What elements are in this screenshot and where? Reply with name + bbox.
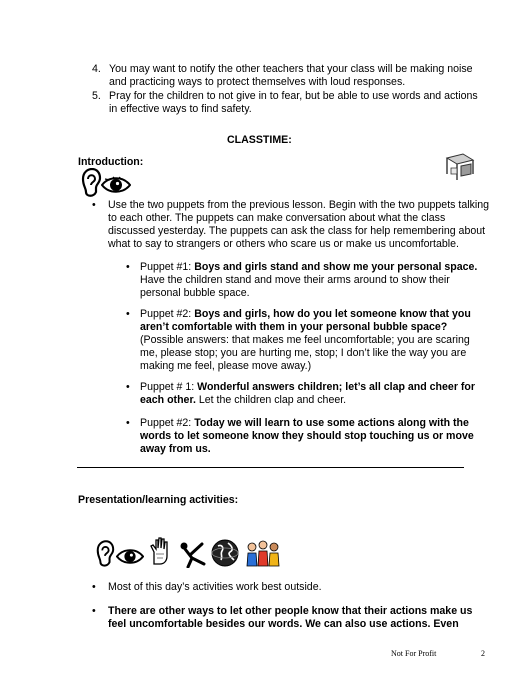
puppet-item: • Puppet # 1: Wonderful answers children; let’s all clap and cheer for each other. Let the children clap and cheer. [126,381,476,406]
step-text: Pray for the children to not give in to fear, but be able to use words and actions in effective ways to find safety. [109,90,478,115]
ear-icon [95,540,115,568]
introduction-heading: Introduction: [78,156,144,168]
bullet-glyph: • [92,581,96,593]
footer-label: Not For Profit [391,649,437,658]
classtime-heading: CLASSTIME: [227,134,292,146]
section-divider [77,467,464,468]
globe-icon [210,538,240,568]
eye-icon [116,548,144,565]
desk-chair-icon [443,152,477,182]
step-item: 5. Pray for the children to not give in to fear, but be able to use words and actions in effective ways to find safety. [92,90,478,115]
stretching-person-icon [176,540,208,568]
eye-icon [101,176,131,194]
puppet-item: • Puppet #2: Boys and girls, how do you let someone know that you aren’t comfortable with them in your personal bubble space? (Possible answers: that makes me feel uncomfortable; you are scaring me, please stop; you are hurting me, stop; I don’t like the way you are making me feel, please move away.) [126,308,471,372]
numbered-steps [78,63,478,117]
presentation-bullet-text: There are other ways to let other people know that their actions make us feel uncomfortable besides our words. We can also use actions. Even [108,605,473,630]
step-item: 4. You may want to notify the other teachers that your class will be making noise and practicing ways to protect themselves with loud responses. [92,63,473,88]
presentation-bullet-text: Most of this day’s activities work best outside. [108,581,322,593]
puppet-item: • Puppet #1: Boys and girls stand and show me your personal space. Have the children stand and move their arms around to show their personal bubble space. [126,261,478,299]
presentation-heading: Presentation/learning activities: [78,494,239,506]
bullet-glyph: • [92,199,96,211]
children-group-icon [244,540,282,568]
puppet-item: • Puppet #2: Today we will learn to use some actions along with the words to let someone know they should stop touching us or move away from us. [126,417,474,455]
ear-icon [80,168,102,198]
step-text: You may want to notify the other teachers that your class will be making noise and practicing ways to protect themselves with loud responses. [109,63,473,88]
bullet-glyph: • [92,605,96,617]
hand-icon [148,536,172,566]
intro-bullet-text: Use the two puppets from the previous lesson. Begin with the two puppets talking to each other. The puppets can make conversation about what the class discussed yesterday. The puppets can ask the class for help remembering about what to say to strangers or others who scare us or make us uncomfortable. [108,199,490,250]
page-number: 2 [481,649,485,658]
